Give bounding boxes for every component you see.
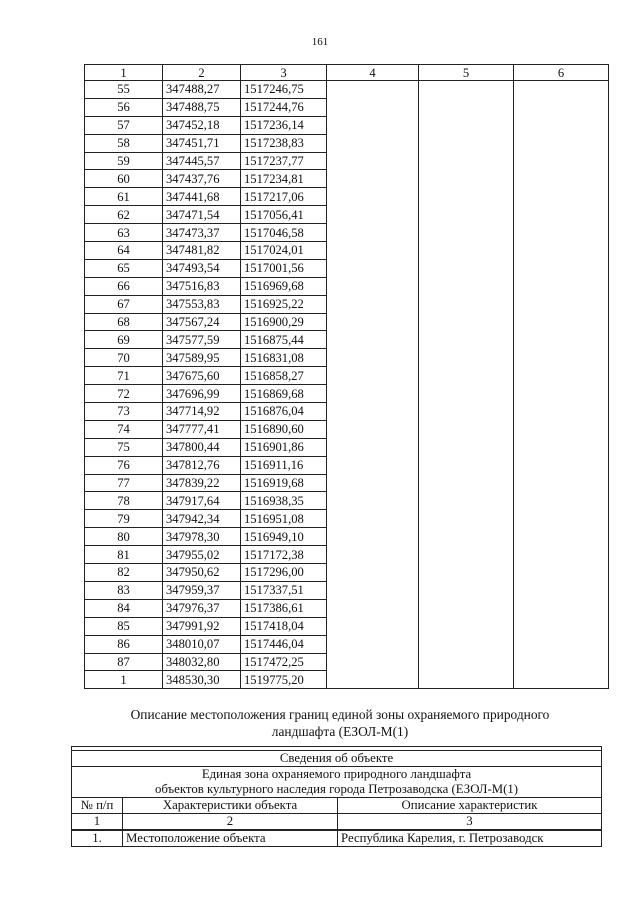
- point-number: 86: [85, 635, 163, 653]
- y-coordinate: 1516875,44: [241, 331, 327, 349]
- y-coordinate: 1517238,83: [241, 134, 327, 152]
- coordinate-row: [85, 224, 609, 242]
- empty-cell: [514, 367, 609, 385]
- y-coordinate: 1517172,38: [241, 546, 327, 564]
- empty-cell: [514, 98, 609, 116]
- empty-cell: [419, 331, 514, 349]
- section-title: [60, 706, 620, 740]
- empty-cell: [419, 420, 514, 438]
- empty-cell: [514, 224, 609, 242]
- point-number: 67: [85, 295, 163, 313]
- y-coordinate: 1517246,75: [241, 81, 327, 99]
- empty-cell: [327, 617, 419, 635]
- empty-cell: [514, 385, 609, 403]
- info-col-header-description: Описание характеристик: [338, 798, 602, 814]
- coordinate-row: [85, 188, 609, 206]
- point-number: 76: [85, 456, 163, 474]
- empty-cell: [514, 438, 609, 456]
- y-coordinate: 1517337,51: [241, 581, 327, 599]
- point-number: 71: [85, 367, 163, 385]
- point-number: 56: [85, 98, 163, 116]
- y-coordinate: 1516911,16: [241, 456, 327, 474]
- point-number: 57: [85, 116, 163, 134]
- x-coordinate: 347955,02: [163, 546, 241, 564]
- info-col-header-characteristic: Характеристики объекта: [123, 798, 338, 814]
- point-number: 84: [85, 599, 163, 617]
- point-number: 80: [85, 528, 163, 546]
- info-col-header-row: [72, 798, 602, 814]
- empty-cell: [327, 671, 419, 689]
- section-title-line-1: Описание местоположения границ единой зоны охраняемого природного: [130, 707, 550, 722]
- coordinate-row: [85, 564, 609, 582]
- x-coordinate: 347488,27: [163, 81, 241, 99]
- coordinate-row: [85, 295, 609, 313]
- point-number: 87: [85, 653, 163, 671]
- y-coordinate: 1517244,76: [241, 98, 327, 116]
- x-coordinate: 347812,76: [163, 456, 241, 474]
- point-number: 72: [85, 385, 163, 403]
- x-coordinate: 347577,59: [163, 331, 241, 349]
- col-header-2: 2: [163, 65, 241, 81]
- point-number: 75: [85, 438, 163, 456]
- empty-cell: [327, 170, 419, 188]
- empty-cell: [327, 546, 419, 564]
- empty-cell: [514, 295, 609, 313]
- y-coordinate: 1517234,81: [241, 170, 327, 188]
- coordinate-row: [85, 242, 609, 260]
- empty-cell: [419, 635, 514, 653]
- y-coordinate: 1517446,04: [241, 635, 327, 653]
- empty-cell: [419, 403, 514, 421]
- info-heading-row: [72, 751, 602, 767]
- point-number: 62: [85, 206, 163, 224]
- empty-cell: [327, 510, 419, 528]
- x-coordinate: 347800,44: [163, 438, 241, 456]
- info-data-row: [72, 830, 602, 847]
- col-header-5: 5: [419, 65, 514, 81]
- y-coordinate: 1517296,00: [241, 564, 327, 582]
- point-number: 85: [85, 617, 163, 635]
- point-number: 64: [85, 242, 163, 260]
- coordinate-row: [85, 81, 609, 99]
- x-coordinate: 347976,37: [163, 599, 241, 617]
- empty-cell: [419, 81, 514, 99]
- empty-cell: [419, 349, 514, 367]
- x-coordinate: 347437,76: [163, 170, 241, 188]
- object-name-line-2: объектов культурного наследия города Петрозаводска (ЕЗОЛ-М(1): [154, 782, 519, 796]
- empty-cell: [514, 492, 609, 510]
- coordinate-row: [85, 492, 609, 510]
- empty-cell: [514, 581, 609, 599]
- empty-cell: [327, 564, 419, 582]
- empty-cell: [327, 242, 419, 260]
- y-coordinate: 1516876,04: [241, 403, 327, 421]
- empty-cell: [514, 242, 609, 260]
- coordinate-row: [85, 385, 609, 403]
- empty-cell: [419, 242, 514, 260]
- empty-cell: [327, 206, 419, 224]
- empty-cell: [419, 456, 514, 474]
- empty-cell: [514, 653, 609, 671]
- empty-cell: [419, 152, 514, 170]
- col-header-1: 1: [85, 65, 163, 81]
- empty-cell: [327, 653, 419, 671]
- empty-cell: [514, 313, 609, 331]
- coordinate-row: [85, 367, 609, 385]
- y-coordinate: 1517236,14: [241, 116, 327, 134]
- point-number: 83: [85, 581, 163, 599]
- coordinate-row: [85, 313, 609, 331]
- empty-cell: [514, 617, 609, 635]
- point-number: 61: [85, 188, 163, 206]
- y-coordinate: 1517472,25: [241, 653, 327, 671]
- point-number: 73: [85, 403, 163, 421]
- x-coordinate: 347488,75: [163, 98, 241, 116]
- coordinates-header-row: [85, 65, 609, 81]
- empty-cell: [419, 617, 514, 635]
- coordinate-row: [85, 420, 609, 438]
- coordinate-row: [85, 653, 609, 671]
- col-header-4: 4: [327, 65, 419, 81]
- object-name-line-1: Единая зона охраняемого природного ландшафта: [201, 767, 472, 781]
- x-coordinate: 347473,37: [163, 224, 241, 242]
- empty-cell: [327, 599, 419, 617]
- object-name: [72, 767, 602, 798]
- empty-cell: [514, 671, 609, 689]
- empty-cell: [419, 653, 514, 671]
- x-coordinate: 347451,71: [163, 134, 241, 152]
- empty-cell: [327, 367, 419, 385]
- x-coordinate: 347452,18: [163, 116, 241, 134]
- coordinate-row: [85, 528, 609, 546]
- empty-cell: [514, 134, 609, 152]
- point-number: 66: [85, 277, 163, 295]
- empty-cell: [327, 188, 419, 206]
- empty-cell: [419, 188, 514, 206]
- y-coordinate: 1517418,04: [241, 617, 327, 635]
- empty-cell: [514, 349, 609, 367]
- empty-cell: [514, 259, 609, 277]
- empty-cell: [327, 528, 419, 546]
- x-coordinate: 347445,57: [163, 152, 241, 170]
- empty-cell: [514, 206, 609, 224]
- point-number: 74: [85, 420, 163, 438]
- coordinate-row: [85, 403, 609, 421]
- empty-cell: [327, 134, 419, 152]
- empty-cell: [514, 277, 609, 295]
- info-heading: Сведения об объекте: [72, 751, 602, 767]
- y-coordinate: 1516969,68: [241, 277, 327, 295]
- col-header-3: 3: [241, 65, 327, 81]
- x-coordinate: 347589,95: [163, 349, 241, 367]
- coordinate-row: [85, 456, 609, 474]
- empty-cell: [327, 152, 419, 170]
- point-number: 77: [85, 474, 163, 492]
- empty-cell: [514, 635, 609, 653]
- empty-cell: [419, 546, 514, 564]
- y-coordinate: 1517056,41: [241, 206, 327, 224]
- object-name-row: [72, 767, 602, 798]
- empty-cell: [419, 116, 514, 134]
- empty-cell: [327, 438, 419, 456]
- point-number: 78: [85, 492, 163, 510]
- y-coordinate: 1519775,20: [241, 671, 327, 689]
- empty-cell: [327, 492, 419, 510]
- empty-cell: [514, 116, 609, 134]
- point-number: 69: [85, 331, 163, 349]
- y-coordinate: 1516900,29: [241, 313, 327, 331]
- x-coordinate: 347567,24: [163, 313, 241, 331]
- info-col-number-3: 3: [338, 814, 602, 831]
- empty-cell: [327, 403, 419, 421]
- empty-cell: [514, 474, 609, 492]
- empty-cell: [327, 116, 419, 134]
- section-title-line-2: ландшафта (ЕЗОЛ-М(1): [271, 724, 409, 739]
- y-coordinate: 1516890,60: [241, 420, 327, 438]
- coordinate-row: [85, 581, 609, 599]
- coordinate-row: [85, 259, 609, 277]
- empty-cell: [419, 564, 514, 582]
- empty-cell: [419, 367, 514, 385]
- empty-cell: [514, 528, 609, 546]
- y-coordinate: 1517237,77: [241, 152, 327, 170]
- coordinates-table: [84, 64, 609, 689]
- empty-cell: [514, 188, 609, 206]
- coordinate-row: [85, 438, 609, 456]
- info-col-number-1: 1: [72, 814, 123, 831]
- empty-cell: [514, 420, 609, 438]
- empty-cell: [514, 81, 609, 99]
- coordinate-row: [85, 599, 609, 617]
- y-coordinate: 1516938,35: [241, 492, 327, 510]
- x-coordinate: 347714,92: [163, 403, 241, 421]
- x-coordinate: 347696,99: [163, 385, 241, 403]
- empty-cell: [327, 295, 419, 313]
- col-header-6: 6: [514, 65, 609, 81]
- x-coordinate: 348032,80: [163, 653, 241, 671]
- page-number: 161: [311, 36, 329, 48]
- coordinate-row: [85, 98, 609, 116]
- y-coordinate: 1517386,61: [241, 599, 327, 617]
- coordinate-row: [85, 635, 609, 653]
- empty-cell: [419, 206, 514, 224]
- coordinate-row: [85, 170, 609, 188]
- empty-cell: [419, 510, 514, 528]
- empty-cell: [419, 295, 514, 313]
- empty-cell: [327, 474, 419, 492]
- empty-cell: [327, 581, 419, 599]
- point-number: 82: [85, 564, 163, 582]
- y-coordinate: 1516919,68: [241, 474, 327, 492]
- point-number: 79: [85, 510, 163, 528]
- empty-cell: [514, 510, 609, 528]
- x-coordinate: 347959,37: [163, 581, 241, 599]
- y-coordinate: 1516831,08: [241, 349, 327, 367]
- y-coordinate: 1516869,68: [241, 385, 327, 403]
- coordinates-body: [85, 81, 609, 689]
- coordinate-row: [85, 152, 609, 170]
- coordinate-row: [85, 134, 609, 152]
- empty-cell: [327, 224, 419, 242]
- empty-cell: [419, 277, 514, 295]
- coordinate-row: [85, 277, 609, 295]
- info-row-num: 1.: [72, 830, 123, 847]
- coordinate-row: [85, 206, 609, 224]
- empty-cell: [419, 671, 514, 689]
- y-coordinate: 1516858,27: [241, 367, 327, 385]
- y-coordinate: 1516901,86: [241, 438, 327, 456]
- y-coordinate: 1517024,01: [241, 242, 327, 260]
- info-col-number-2: 2: [123, 814, 338, 831]
- empty-cell: [514, 331, 609, 349]
- point-number: 65: [85, 259, 163, 277]
- empty-cell: [514, 152, 609, 170]
- empty-cell: [514, 599, 609, 617]
- empty-cell: [419, 385, 514, 403]
- empty-cell: [327, 349, 419, 367]
- point-number: 70: [85, 349, 163, 367]
- point-number: 55: [85, 81, 163, 99]
- x-coordinate: 347553,83: [163, 295, 241, 313]
- x-coordinate: 347777,41: [163, 420, 241, 438]
- x-coordinate: 347950,62: [163, 564, 241, 582]
- empty-cell: [419, 134, 514, 152]
- empty-cell: [327, 635, 419, 653]
- x-coordinate: 347991,92: [163, 617, 241, 635]
- x-coordinate: 347441,68: [163, 188, 241, 206]
- empty-cell: [327, 98, 419, 116]
- x-coordinate: 347516,83: [163, 277, 241, 295]
- empty-cell: [327, 420, 419, 438]
- coordinate-row: [85, 116, 609, 134]
- y-coordinate: 1516925,22: [241, 295, 327, 313]
- object-info-table: [71, 746, 602, 847]
- coordinate-row: [85, 349, 609, 367]
- empty-cell: [419, 438, 514, 456]
- info-row-characteristic: Местоположение объекта: [123, 830, 338, 847]
- coordinate-row: [85, 671, 609, 689]
- empty-cell: [327, 313, 419, 331]
- empty-cell: [419, 474, 514, 492]
- empty-cell: [419, 492, 514, 510]
- empty-cell: [514, 546, 609, 564]
- point-number: 60: [85, 170, 163, 188]
- empty-cell: [514, 403, 609, 421]
- coordinate-row: [85, 331, 609, 349]
- info-col-header-num: № п/п: [72, 798, 123, 814]
- empty-cell: [514, 456, 609, 474]
- x-coordinate: 347978,30: [163, 528, 241, 546]
- empty-cell: [419, 599, 514, 617]
- empty-cell: [514, 564, 609, 582]
- empty-cell: [327, 259, 419, 277]
- empty-cell: [419, 528, 514, 546]
- point-number: 1: [85, 671, 163, 689]
- y-coordinate: 1516951,08: [241, 510, 327, 528]
- y-coordinate: 1517046,58: [241, 224, 327, 242]
- x-coordinate: 347493,54: [163, 259, 241, 277]
- x-coordinate: 347471,54: [163, 206, 241, 224]
- x-coordinate: 347917,64: [163, 492, 241, 510]
- y-coordinate: 1517001,56: [241, 259, 327, 277]
- x-coordinate: 347942,34: [163, 510, 241, 528]
- point-number: 81: [85, 546, 163, 564]
- x-coordinate: 347839,22: [163, 474, 241, 492]
- empty-cell: [327, 385, 419, 403]
- empty-cell: [419, 98, 514, 116]
- empty-cell: [327, 456, 419, 474]
- point-number: 68: [85, 313, 163, 331]
- empty-cell: [327, 331, 419, 349]
- empty-cell: [327, 81, 419, 99]
- x-coordinate: 348010,07: [163, 635, 241, 653]
- info-row-description: Республика Карелия, г. Петрозаводск: [338, 830, 602, 847]
- point-number: 59: [85, 152, 163, 170]
- x-coordinate: 347675,60: [163, 367, 241, 385]
- empty-cell: [327, 277, 419, 295]
- empty-cell: [514, 170, 609, 188]
- point-number: 58: [85, 134, 163, 152]
- coordinate-row: [85, 617, 609, 635]
- coordinate-row: [85, 546, 609, 564]
- point-number: 63: [85, 224, 163, 242]
- empty-cell: [419, 313, 514, 331]
- empty-cell: [419, 170, 514, 188]
- y-coordinate: 1516949,10: [241, 528, 327, 546]
- y-coordinate: 1517217,06: [241, 188, 327, 206]
- empty-cell: [419, 259, 514, 277]
- x-coordinate: 348530,30: [163, 671, 241, 689]
- x-coordinate: 347481,82: [163, 242, 241, 260]
- coordinate-row: [85, 510, 609, 528]
- coordinate-row: [85, 474, 609, 492]
- empty-cell: [419, 581, 514, 599]
- empty-cell: [419, 224, 514, 242]
- info-col-number-row: [72, 814, 602, 831]
